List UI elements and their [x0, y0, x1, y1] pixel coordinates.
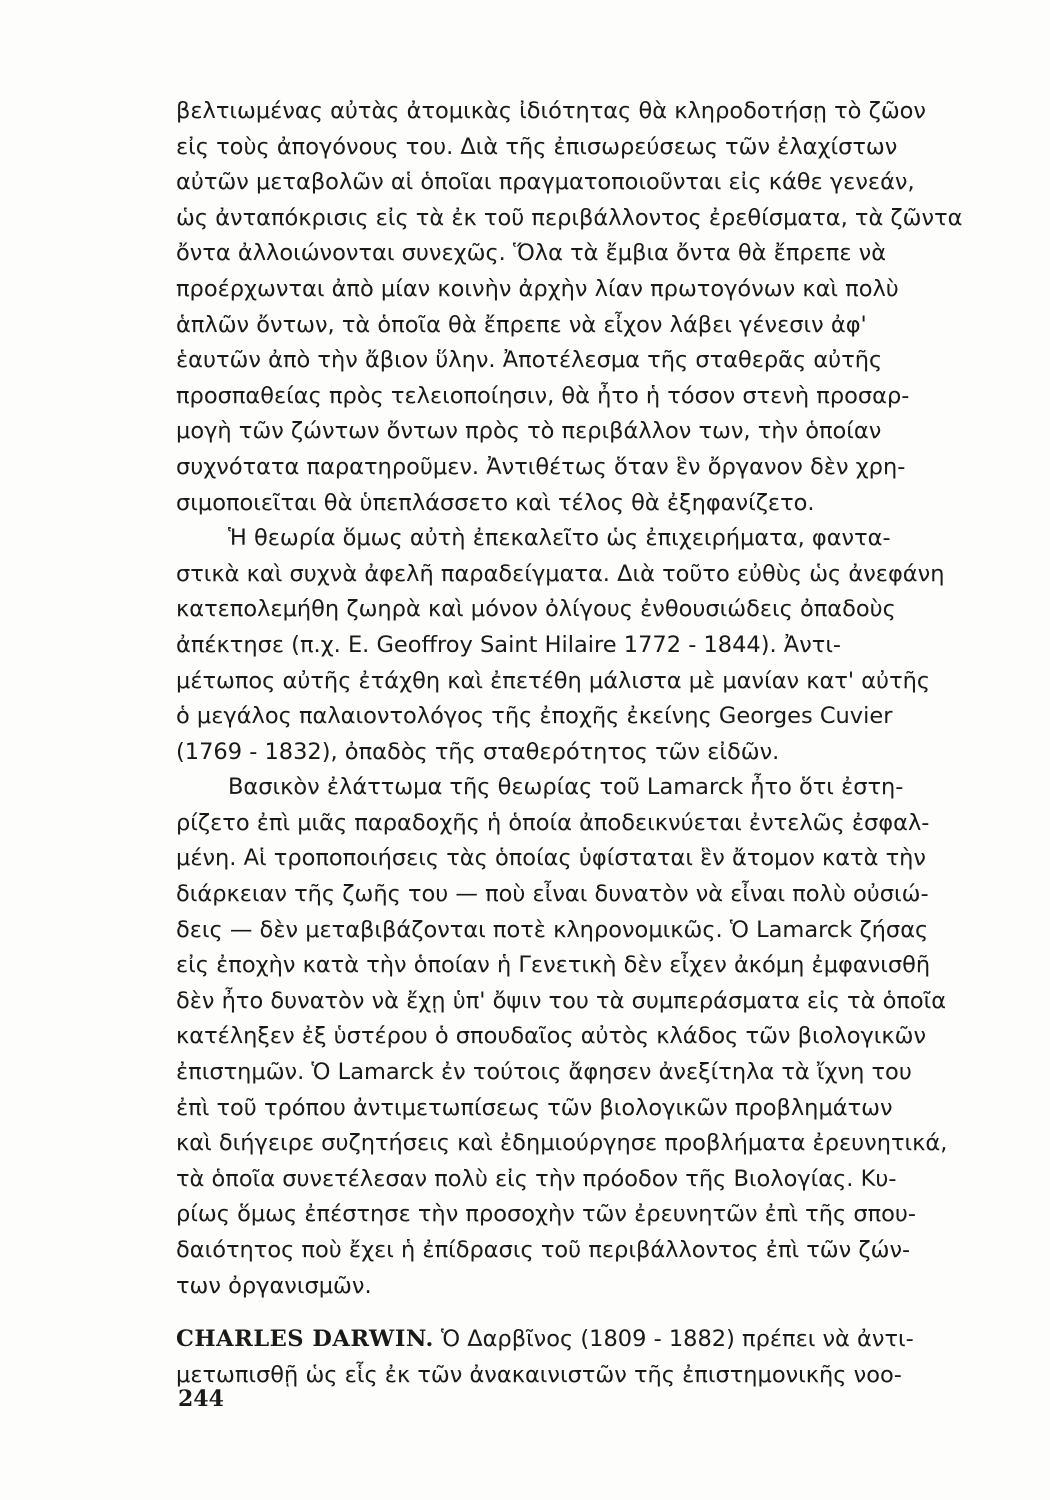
text-line: μετωπισθῇ ὡς εἷς ἐκ τῶν ἀνακαινιστῶν τῆς ἐπιστημονικῆς νοο- [176, 1361, 902, 1388]
text-line: Ἡ θεωρία ὅμως αὐτὴ ἐπεκαλεῖτο ὡς ἐπιχειρήματα, φαντα- [228, 525, 891, 552]
text-line: ἀπέκτησε (π.χ. E. Geoffroy Saint Hilaire 1772 - 1844). Ἀντι- [176, 631, 842, 658]
text-line: των ὀργανισμῶν. [176, 1272, 372, 1299]
text-line: μένη. Αἱ τροποποιήσεις τὰς ὁποίας ὑφίσταται ἓν ἄτομον κατὰ τὴν [176, 845, 926, 872]
text-line: αὐτῶν μεταβολῶν αἱ ὁποῖαι πραγματοποιοῦνται εἰς κάθε γενεάν, [176, 169, 915, 196]
text-line: σιμοποιεῖται θὰ ὑπεπλάσσετο καὶ τέλος θὰ ἐξηφανίζετο. [176, 489, 815, 516]
text-line: ἁπλῶν ὄντων, τὰ ὁποῖα θὰ ἔπρεπε νὰ εἶχον λάβει γένεσιν ἀφ' [176, 311, 867, 338]
paragraph-4 [176, 1322, 1026, 1393]
text-line: ρίως ὅμως ἐπέστησε τὴν προσοχὴν τῶν ἐρευνητῶν ἐπὶ τῆς σπου- [176, 1201, 917, 1228]
text-line: προσπαθείας πρὸς τελειοποίησιν, θὰ ἦτο ἡ τόσον στενὴ προσαρ- [176, 382, 910, 409]
body-text [176, 94, 1026, 1393]
text-line: ρίζετο ἐπὶ μιᾶς παραδοχῆς ἡ ὁποία ἀποδεικνύεται ἐντελῶς ἐσφαλ- [176, 809, 930, 836]
text-line: βελτιωμένας αὐτὰς ἀτομικὰς ἰδιότητας θὰ κληροδοτήσῃ τὸ ζῶον [176, 98, 927, 124]
text-line: καὶ διήγειρε συζητήσεις καὶ ἐδημιούργησε προβλήματα ἐρευνητικά, [176, 1130, 948, 1157]
text-line: δεις — δὲν μεταβιβάζονται ποτὲ κληρονομικῶς. Ὁ Lamarck ζήσας [176, 916, 929, 943]
text-line: ὡς ἀνταπόκρισις εἰς τὰ ἐκ τοῦ περιβάλλοντος ἐρεθίσματα, τὰ ζῶντα [176, 204, 963, 231]
section-gap [176, 1304, 1026, 1322]
text-line: εἰς ἐποχὴν κατὰ τὴν ὁποίαν ἡ Γενετικὴ δὲν εἶχεν ἀκόμη ἐμφανισθῆ [176, 952, 931, 979]
text-line: εἰς τοὺς ἀπογόνους του. Διὰ τῆς ἐπισωρεύσεως τῶν ἐλαχίστων [176, 133, 898, 160]
text-line: διάρκειαν τῆς ζωῆς του — ποὺ εἶναι δυνατὸν νὰ εἶναι πολὺ οὐσιώ- [176, 881, 929, 908]
text-line: ὁ μεγάλος παλαιοντολόγος τῆς ἐποχῆς ἐκείνης Georges Cuvier [176, 703, 893, 730]
text-line: ὄντα ἀλλοιώνονται συνεχῶς. Ὅλα τὰ ἔμβια ὄντα θὰ ἔπρεπε νὰ [176, 240, 887, 267]
text-line: δαιότητος ποὺ ἔχει ἡ ἐπίδρασις τοῦ περιβάλλοντος ἐπὶ τῶν ζών- [176, 1237, 911, 1263]
text-line: κατεπολεμήθη ζωηρὰ καὶ μόνον ὀλίγους ἐνθουσιώδεις ὀπαδοὺς [176, 596, 896, 623]
text-line: συχνότατα παρατηροῦμεν. Ἀντιθέτως ὅταν ἓν ὄργανον δὲν χρη- [176, 453, 906, 480]
text-line: κατέληξεν ἐξ ὑστέρου ὁ σπουδαῖος αὐτὸς κλάδος τῶν βιολογικῶν [176, 1023, 927, 1050]
text-line: τὰ ὁποῖα συνετέλεσαν πολὺ εἰς τὴν πρόοδον τῆς Βιολογίας. Κυ- [176, 1165, 897, 1192]
text-line: δὲν ἦτο δυνατὸν νὰ ἔχῃ ὑπ' ὄψιν του τὰ συμπεράσματα εἰς τὰ ὁποῖα [176, 987, 947, 1014]
paragraph-3 [176, 770, 1026, 1304]
heading-continuation: Ὁ Δαρβῖνος (1809 - 1882) πρέπει νὰ ἀντι- [440, 1326, 914, 1353]
text-line: ἑαυτῶν ἀπὸ τὴν ἄβιον ὕλην. Ἀποτέλεσμα τῆς σταθερᾶς αὐτῆς [176, 347, 883, 374]
text-line: μέτωπος αὐτῆς ἐτάχθη καὶ ἐπετέθη μάλιστα μὲ μανίαν κατ' αὐτῆς [176, 667, 931, 694]
text-line: ἐπὶ τοῦ τρόπου ἀντιμετωπίσεως τῶν βιολογικῶν προβλημάτων [176, 1094, 893, 1121]
text-line [176, 1322, 1026, 1358]
paragraph-1 [176, 94, 1026, 521]
text-line: ἐπιστημῶν. Ὁ Lamarck ἐν τούτοις ἄφησεν ἀνεξίτηλα τὰ ἴχνη του [176, 1059, 912, 1086]
text-line: μογὴ τῶν ζώντων ὄντων πρὸς τὸ περιβάλλον των, τὴν ὁποίαν [176, 418, 882, 445]
text-line: προέρχωνται ἀπὸ μίαν κοινὴν ἀρχὴν λίαν πρωτογόνων καὶ πολὺ [176, 275, 899, 302]
paragraph-2 [176, 521, 1026, 770]
section-heading: CHARLES DARWIN. [176, 1326, 434, 1353]
text-line: Βασικὸν ἐλάττωμα τῆς θεωρίας τοῦ Lamarck ἦτο ὅτι ἐστη- [228, 774, 904, 801]
page-number: 244 [178, 1386, 224, 1412]
text-line: (1769 - 1832), ὀπαδὸς τῆς σταθερότητος τῶν εἰδῶν. [176, 738, 780, 765]
text-line: στικὰ καὶ συχνὰ ἀφελῆ παραδείγματα. Διὰ τοῦτο εὐθὺς ὡς ἀνεφάνη [176, 560, 945, 587]
